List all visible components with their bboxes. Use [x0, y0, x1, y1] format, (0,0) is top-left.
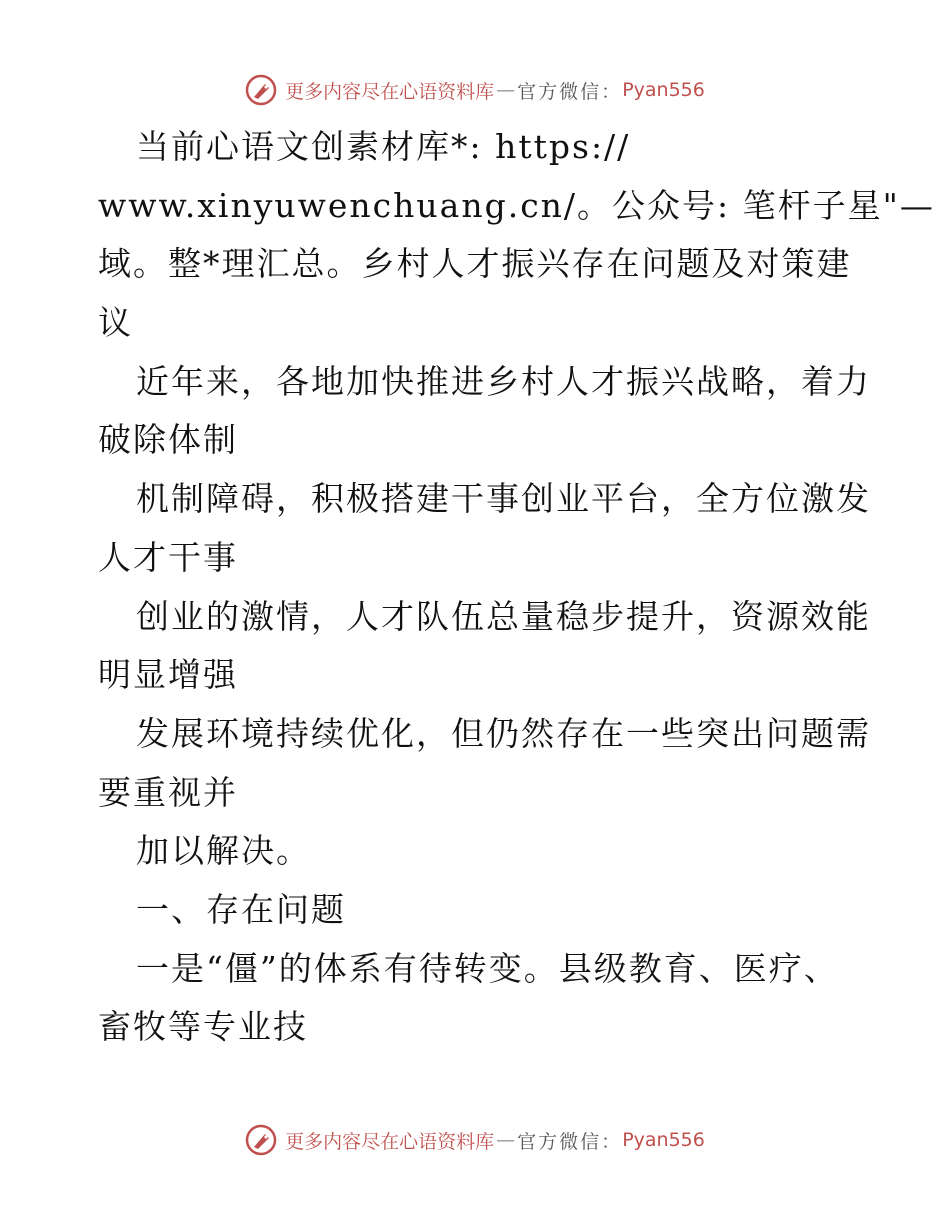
- watermark-main-text: 更多内容尽在心语资料库: [285, 1130, 495, 1153]
- watermark-wechat-id: Pyan556: [622, 1129, 705, 1151]
- doc-line: 域。整*理汇总。乡村人才振兴存在问题及对策建: [98, 244, 852, 284]
- doc-line: 人才干事: [98, 537, 238, 577]
- watermark-dash: —: [496, 79, 516, 101]
- footer-watermark: [0, 1120, 950, 1160]
- doc-line: www.xinyuwenchuang.cn/。公众号: 笔杆子星"—: [98, 185, 935, 225]
- doc-line: 明显增强: [98, 655, 238, 695]
- doc-line: 创业的激情，人才队伍总量稳步提升，资源效能: [136, 596, 871, 636]
- watermark-wechat-id: Pyan556: [622, 79, 705, 101]
- doc-line: 一是“僵”的体系有待转变。县级教育、医疗、: [136, 948, 839, 988]
- header-watermark: [0, 70, 950, 110]
- doc-line: 近年来，各地加快推进乡村人才振兴战略，着力: [136, 361, 871, 401]
- doc-line: 要重视并: [98, 772, 238, 812]
- doc-line: 发展环境持续优化，但仍然存在一些突出问题需: [136, 713, 871, 753]
- document-body: [98, 118, 935, 1057]
- doc-line: 畜牧等专业技: [98, 1007, 308, 1047]
- doc-line: 加以解决。: [136, 831, 311, 871]
- pen-nib-logo-icon: [245, 1124, 277, 1156]
- doc-line: 机制障碍，积极搭建干事创业平台，全方位激发: [136, 479, 871, 519]
- watermark-wechat-label: 官方微信：: [517, 1130, 623, 1153]
- pen-nib-logo-icon: [245, 74, 277, 106]
- doc-line: 当前心语文创素材库*: https://: [136, 127, 631, 166]
- doc-line: 议: [98, 303, 133, 343]
- doc-line: 破除体制: [98, 420, 238, 460]
- section-heading: 一、存在问题: [136, 889, 346, 929]
- watermark-dash: —: [496, 1129, 516, 1151]
- watermark-wechat-label: 官方微信：: [517, 80, 623, 103]
- watermark-main-text: 更多内容尽在心语资料库: [285, 80, 495, 103]
